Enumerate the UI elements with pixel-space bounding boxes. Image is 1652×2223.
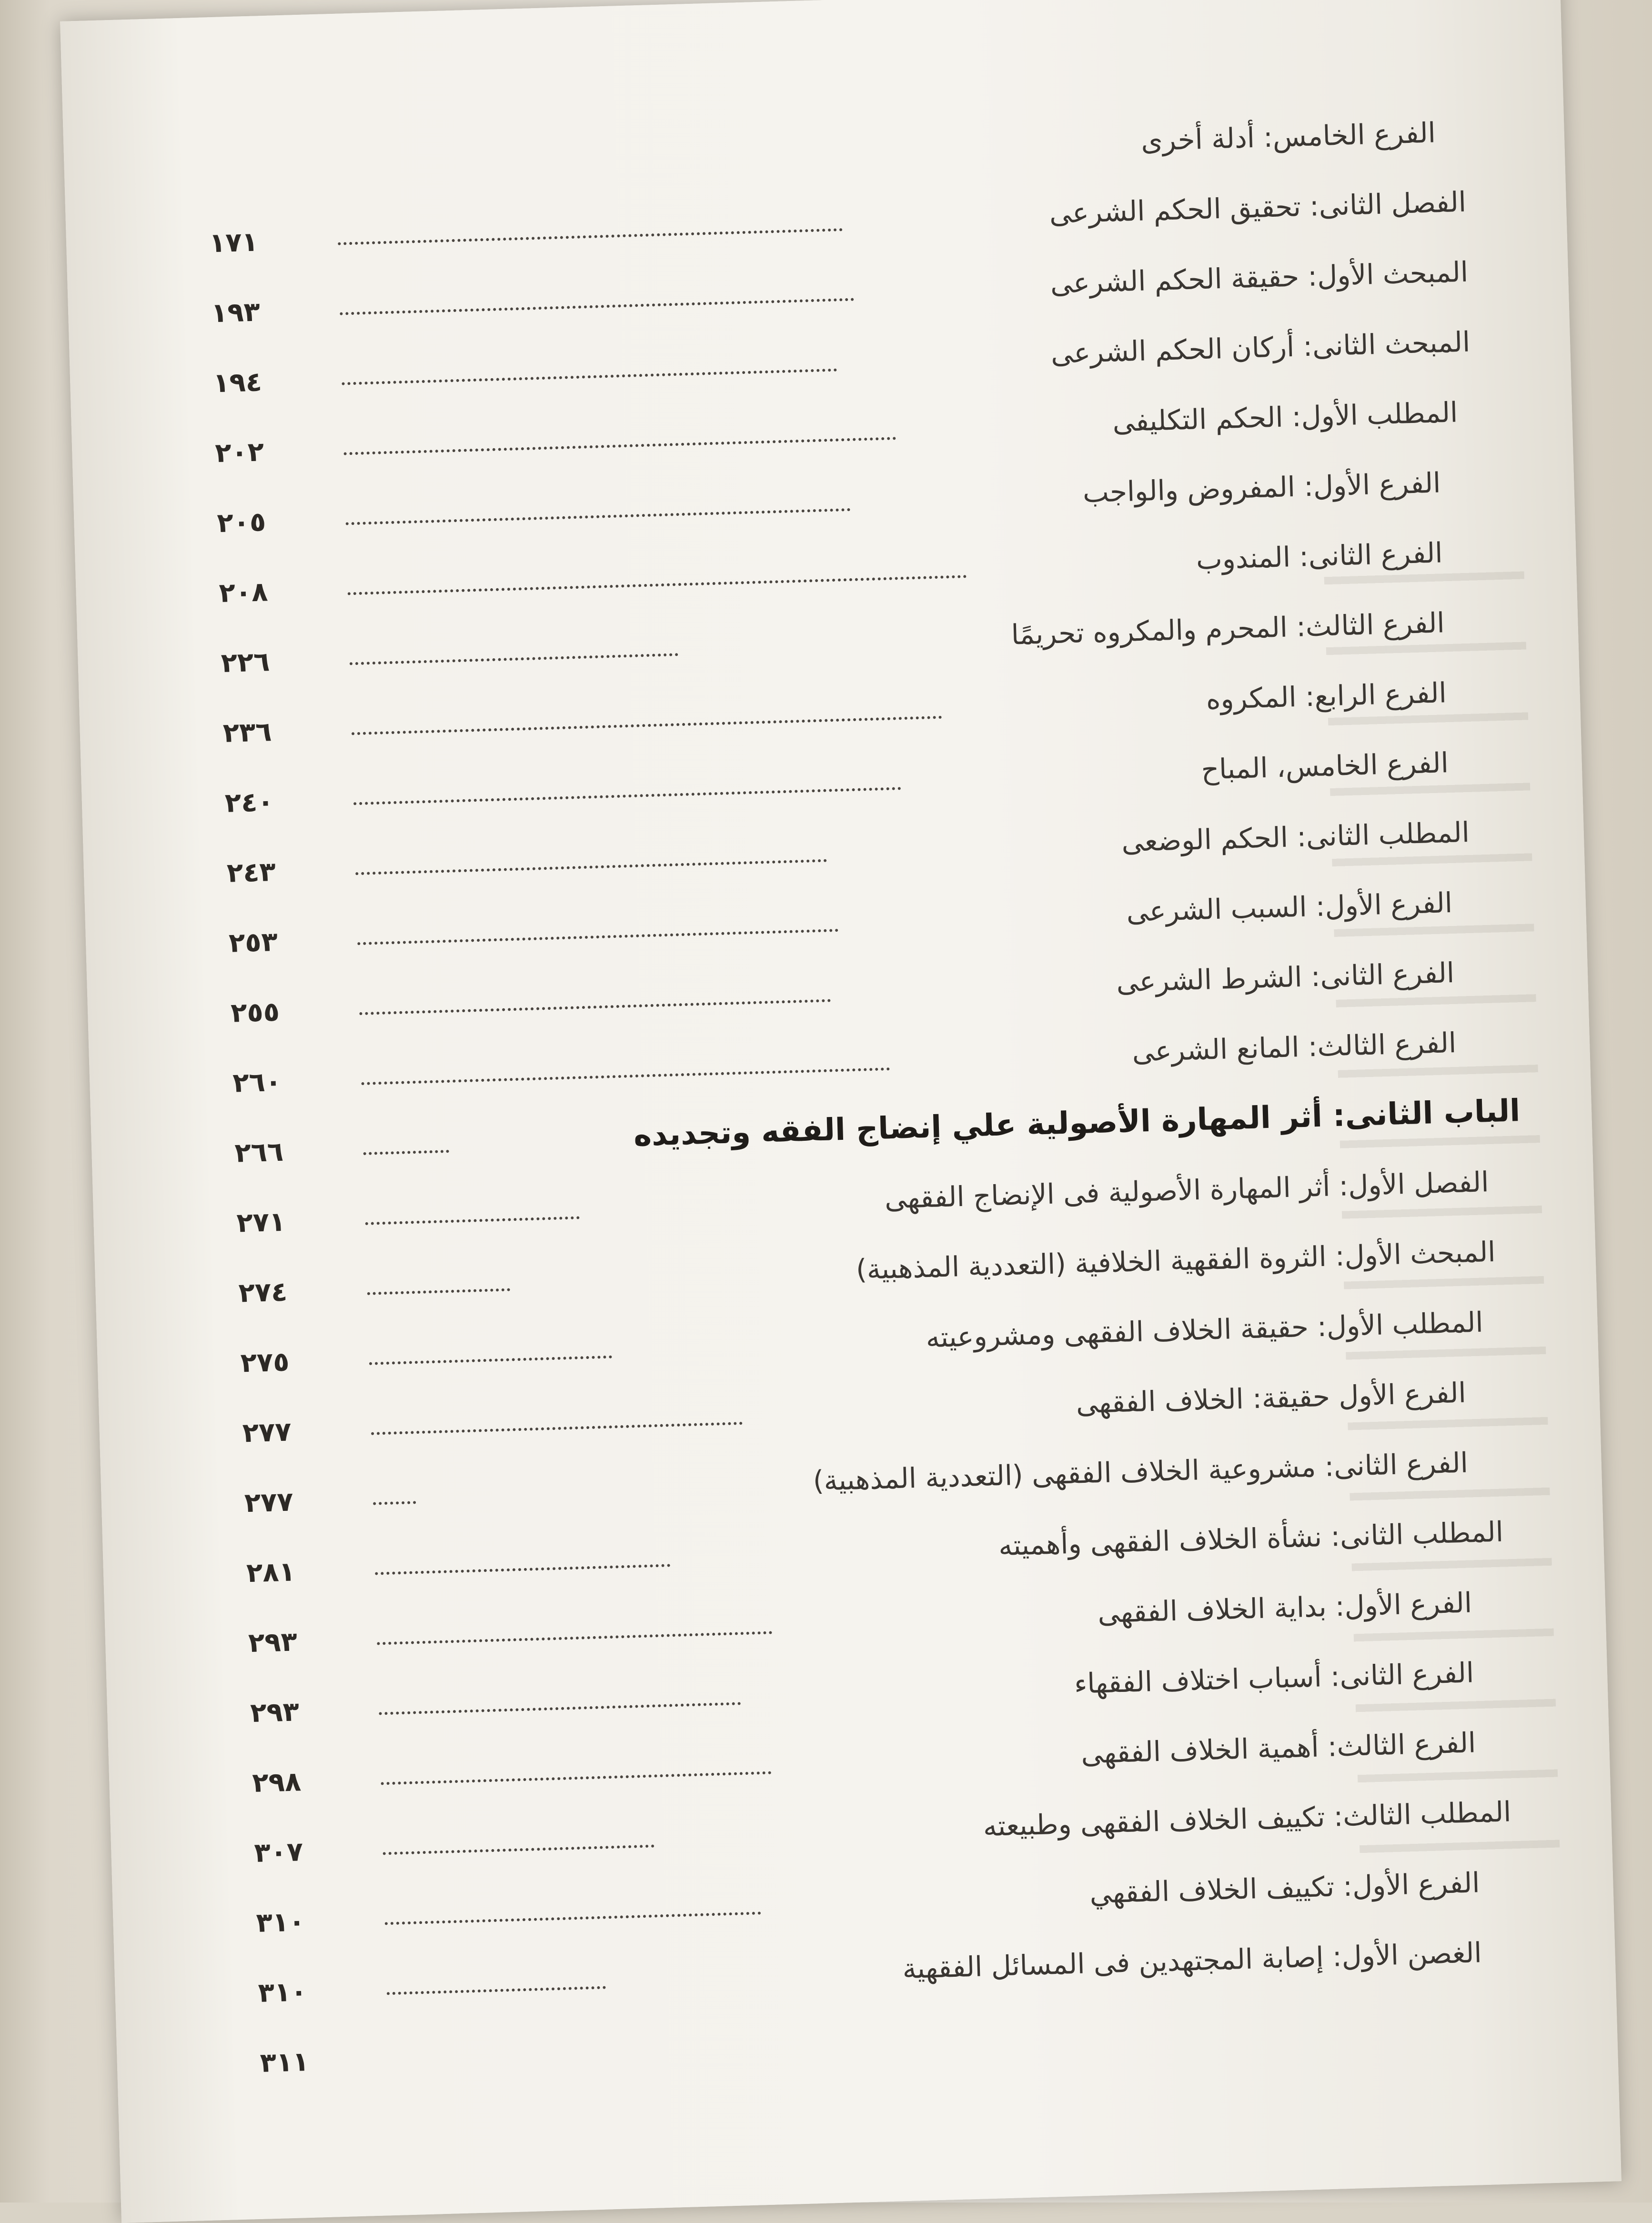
entry-page: ٢٧٤: [238, 1276, 288, 1309]
entry-page: ٢٥٣: [228, 926, 278, 959]
entry-title: الغصن الأول: إصابة المجتهدين فى المسائل الفقهية: [902, 1936, 1482, 1985]
entry-title: الفرع الأول حقيقة: الخلاف الفقهى: [1075, 1376, 1467, 1420]
entry-title: الفرع الثانى: الشرط الشرعى: [1116, 956, 1455, 998]
entry-page: ٢٢٦: [220, 646, 271, 679]
dot-leader: [340, 298, 854, 315]
entry-title: الفرع الأول: تكييف الخلاف الفقهي: [1089, 1866, 1481, 1910]
dot-leader: [344, 437, 897, 455]
entry-page: ١٩٣: [211, 296, 261, 329]
dot-leader: [353, 787, 901, 805]
entry-page: ٢٣٦: [222, 716, 272, 749]
entry-page: ٣١٠: [255, 1906, 306, 1939]
dot-leader: [338, 228, 843, 245]
dot-leader: [387, 1986, 606, 1995]
entry-page: ٢٨١: [246, 1556, 296, 1589]
dot-leader: [385, 1911, 761, 1925]
entry-title: الفرع الثالث: أهمية الخلاف الفقهى: [1080, 1726, 1477, 1770]
dot-leader: [350, 653, 678, 665]
entry-page: [207, 154, 316, 157]
entry-title: الفرع الخامس: أدلة أخرى: [1140, 116, 1436, 157]
table-of-contents: [207, 112, 1546, 2079]
dot-leader: [365, 1216, 580, 1225]
dot-leader: [381, 1771, 772, 1785]
entry-page: ٢٥٥: [230, 996, 280, 1029]
entry-page: ٣١١: [260, 2046, 310, 2079]
entry-title: الفصل الثانى: تحقيق الحكم الشرعى: [1048, 185, 1467, 230]
dot-leader: [377, 1631, 772, 1645]
entry-title: الفرع الثالث: المحرم والمكروه تحريمًا: [1010, 606, 1445, 651]
entry-page: ٢٩٣: [248, 1626, 298, 1659]
dot-leader: [361, 1067, 890, 1085]
entry-page: ٣٠٧: [253, 1836, 304, 1869]
entry-page: ٢٦٦: [234, 1136, 284, 1169]
dot-leader: [375, 1564, 670, 1575]
entry-title: الفرع الثانى: المندوب: [1196, 536, 1443, 576]
entry-page: ٢٤٠: [224, 786, 274, 819]
entry-page: ٢٤٣: [226, 856, 276, 889]
entry-page: ٢٠٨: [218, 576, 269, 609]
entry-page: ٢٠٥: [216, 506, 267, 539]
dot-leader: [352, 716, 942, 735]
entry-title: الفرع الأول: السبب الشرعى: [1126, 886, 1453, 928]
entry-page: ٢٧٧: [244, 1486, 294, 1519]
entry-title: الفرع الرابع: المكروه: [1205, 676, 1447, 716]
dot-leader: [355, 859, 827, 875]
entry-title: الفرع الثانى: مشروعية الخلاف الفقهى (التعددية المذهبية): [812, 1446, 1469, 1497]
entry-page: ٢٧٧: [242, 1416, 292, 1449]
dot-leader: [357, 929, 838, 945]
entry-title: الفصل الأول: أثر المهارة الأصولية فى الإنضاج الفقهى: [884, 1166, 1490, 1215]
dot-leader: [348, 575, 967, 595]
entry-title: الفرع الأول: المفروض والواجب: [1082, 466, 1441, 509]
dot-leader: [379, 1702, 741, 1715]
dot-leader: [342, 369, 837, 385]
entry-page: ٢٠٢: [214, 436, 264, 469]
entry-title: الباب الثانى: أثر المهارة الأصولية علي إنضاج الفقه وتجديده: [633, 1093, 1521, 1154]
entry-page: ١٧١: [209, 226, 259, 259]
entry-title: المطلب الثانى: نشأة الخلاف الفقهى وأهميته: [998, 1515, 1504, 1562]
dot-leader: [383, 1845, 655, 1855]
dot-leader: [371, 1422, 743, 1435]
entry-title: الفرع الخامس، المباح: [1200, 746, 1449, 786]
entry-title: المطلب الثانى: الحكم الوضعى: [1121, 815, 1470, 858]
entry-title: المبحث الأول: الثروة الفقهية الخلافية (التعددية المذهبية): [856, 1235, 1496, 1286]
entry-page: ٣١٠: [257, 1976, 308, 2009]
dot-leader: [346, 508, 851, 525]
entry-title: المطلب الأول: حقيقة الخلاف الفقهى ومشروعيته: [925, 1306, 1484, 1354]
entry-title: المطلب الثالث: تكييف الخلاف الفقهى وطبيعته: [982, 1795, 1512, 1843]
dot-leader: [359, 999, 831, 1016]
dot-leader: [369, 1356, 612, 1365]
entry-title: الفرع الثانى: أسباب اختلاف الفقهاء: [1074, 1656, 1474, 1700]
entry-page: ٢٩٣: [250, 1696, 300, 1729]
dot-leader: [367, 1288, 510, 1295]
entry-page: ٢٧٥: [240, 1346, 290, 1379]
entry-title: الفرع الأول: بداية الخلاف الفقهى: [1097, 1586, 1472, 1630]
entry-title: المبحث الأول: حقيقة الحكم الشرعى: [1049, 255, 1469, 300]
entry-title: المبحث الثانى: أركان الحكم الشرعى: [1050, 325, 1471, 370]
dot-leader: [373, 1501, 416, 1505]
dot-leader: [363, 1150, 449, 1155]
entry-page: ٢٩٨: [252, 1766, 302, 1799]
book-page: [60, 0, 1622, 2223]
entry-title: المطلب الأول: الحكم التكليفى: [1112, 396, 1459, 438]
entry-page: ٢٦٠: [232, 1066, 282, 1099]
entry-page: ١٩٤: [212, 366, 262, 399]
entry-page: ٢٧١: [236, 1206, 286, 1239]
entry-title: الفرع الثالث: المانع الشرعى: [1131, 1026, 1457, 1068]
